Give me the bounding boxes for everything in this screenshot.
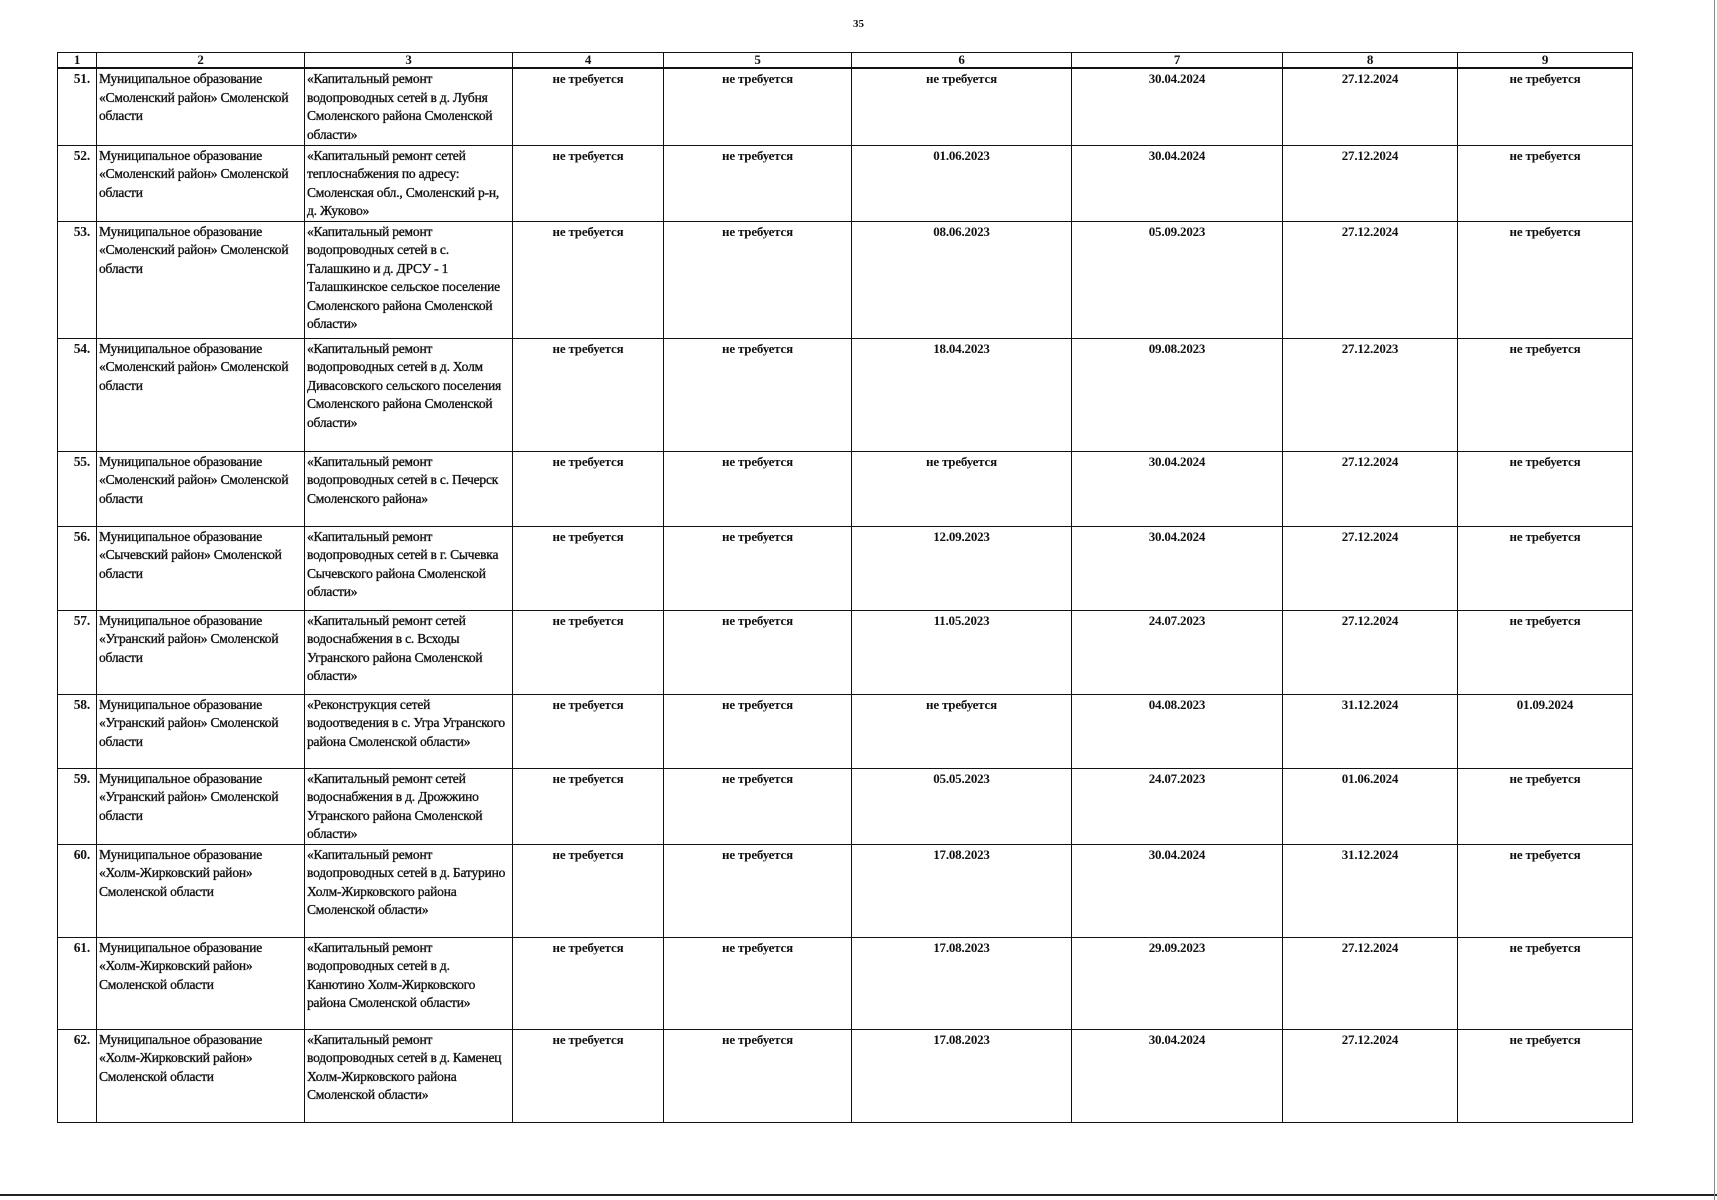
col4-cell: не требуется (513, 221, 664, 338)
col7-cell: 30.04.2024 (1072, 1029, 1283, 1122)
object-cell: «Капитальный ремонт сетей теплоснабжения по адресу: Смоленская обл., Смоленский р-н, д. Жуково» (305, 145, 513, 221)
table-row (58, 68, 1633, 145)
municipality-cell: Муниципальное образование «Холм-Жирковский район» Смоленской области (97, 1029, 305, 1122)
col5-cell: не требуется (664, 145, 852, 221)
col8-cell: 27.12.2024 (1283, 526, 1458, 610)
object-cell: «Капитальный ремонт водопроводных сетей в д. Холм Дивасовского сельского поселения Смоленского района Смоленской области» (305, 338, 513, 451)
row-number: 57. (58, 610, 97, 694)
col7-cell: 04.08.2023 (1072, 694, 1283, 768)
object-cell: «Капитальный ремонт водопроводных сетей в с. Талашкино и д. ДРСУ - 1 Талашкинское сельское поселение Смоленского района Смоленской области» (305, 221, 513, 338)
col6-cell: не требуется (852, 451, 1072, 526)
municipality-cell: Муниципальное образование «Угранский район» Смоленской области (97, 610, 305, 694)
row-number: 53. (58, 221, 97, 338)
row-number: 58. (58, 694, 97, 768)
municipality-cell: Муниципальное образование «Холм-Жирковский район» Смоленской области (97, 937, 305, 1029)
col6-cell: 17.08.2023 (852, 844, 1072, 937)
municipality-cell: Муниципальное образование «Сычевский район» Смоленской области (97, 526, 305, 610)
column-header: 9 (1458, 53, 1633, 69)
col9-cell: не требуется (1458, 937, 1633, 1029)
col7-cell: 30.04.2024 (1072, 451, 1283, 526)
col6-cell: 01.06.2023 (852, 145, 1072, 221)
col5-cell: не требуется (664, 338, 852, 451)
col5-cell: не требуется (664, 694, 852, 768)
col8-cell: 27.12.2024 (1283, 145, 1458, 221)
object-cell: «Капитальный ремонт водопроводных сетей в д. Каменец Холм-Жирковского района Смоленской области» (305, 1029, 513, 1122)
col9-cell: 01.09.2024 (1458, 694, 1633, 768)
col9-cell: не требуется (1458, 526, 1633, 610)
municipality-cell: Муниципальное образование «Смоленский район» Смоленской области (97, 221, 305, 338)
table-row (58, 844, 1633, 937)
object-cell: «Капитальный ремонт сетей водоснабжения в д. Дрожжино Угранского района Смоленской области» (305, 768, 513, 844)
col9-cell: не требуется (1458, 610, 1633, 694)
page-number: 35 (853, 18, 864, 30)
table-row (58, 451, 1633, 526)
table-row (58, 768, 1633, 844)
column-header: 1 (58, 53, 97, 69)
table-row (58, 221, 1633, 338)
municipality-cell: Муниципальное образование «Смоленский район» Смоленской области (97, 338, 305, 451)
municipality-cell: Муниципальное образование «Смоленский район» Смоленской области (97, 68, 305, 145)
col4-cell: не требуется (513, 145, 664, 221)
col6-cell: 12.09.2023 (852, 526, 1072, 610)
row-number: 62. (58, 1029, 97, 1122)
col5-cell: не требуется (664, 844, 852, 937)
scan-right-edge (1714, 0, 1715, 1200)
col7-cell: 30.04.2024 (1072, 844, 1283, 937)
municipality-cell: Муниципальное образование «Угранский район» Смоленской области (97, 768, 305, 844)
col8-cell: 27.12.2024 (1283, 451, 1458, 526)
col7-cell: 30.04.2024 (1072, 145, 1283, 221)
col8-cell: 01.06.2024 (1283, 768, 1458, 844)
row-number: 55. (58, 451, 97, 526)
table-row (58, 937, 1633, 1029)
col5-cell: не требуется (664, 768, 852, 844)
col7-cell: 24.07.2023 (1072, 610, 1283, 694)
col6-cell: не требуется (852, 68, 1072, 145)
row-number: 60. (58, 844, 97, 937)
municipality-cell: Муниципальное образование «Смоленский район» Смоленской области (97, 451, 305, 526)
column-header: 5 (664, 53, 852, 69)
table-row (58, 694, 1633, 768)
col9-cell: не требуется (1458, 768, 1633, 844)
table-row (58, 338, 1633, 451)
column-header: 4 (513, 53, 664, 69)
col9-cell: не требуется (1458, 68, 1633, 145)
col8-cell: 27.12.2023 (1283, 338, 1458, 451)
col9-cell: не требуется (1458, 844, 1633, 937)
table-row (58, 526, 1633, 610)
col8-cell: 27.12.2024 (1283, 1029, 1458, 1122)
col8-cell: 27.12.2024 (1283, 221, 1458, 338)
col6-cell: 08.06.2023 (852, 221, 1072, 338)
object-cell: «Капитальный ремонт водопроводных сетей в д. Лубня Смоленского района Смоленской области» (305, 68, 513, 145)
table-row (58, 610, 1633, 694)
header-row (58, 53, 1633, 69)
row-number: 52. (58, 145, 97, 221)
col4-cell: не требуется (513, 768, 664, 844)
col5-cell: не требуется (664, 937, 852, 1029)
col8-cell: 27.12.2024 (1283, 937, 1458, 1029)
scan-bottom-rule (0, 1194, 1717, 1196)
col6-cell: 18.04.2023 (852, 338, 1072, 451)
col6-cell: 05.05.2023 (852, 768, 1072, 844)
col5-cell: не требуется (664, 526, 852, 610)
col6-cell: 17.08.2023 (852, 937, 1072, 1029)
col4-cell: не требуется (513, 610, 664, 694)
row-number: 56. (58, 526, 97, 610)
col8-cell: 27.12.2024 (1283, 68, 1458, 145)
col4-cell: не требуется (513, 694, 664, 768)
col7-cell: 24.07.2023 (1072, 768, 1283, 844)
col8-cell: 27.12.2024 (1283, 610, 1458, 694)
col4-cell: не требуется (513, 451, 664, 526)
data-table (57, 52, 1633, 1123)
col8-cell: 31.12.2024 (1283, 694, 1458, 768)
col7-cell: 30.04.2024 (1072, 526, 1283, 610)
col7-cell: 29.09.2023 (1072, 937, 1283, 1029)
row-number: 51. (58, 68, 97, 145)
col5-cell: не требуется (664, 1029, 852, 1122)
col4-cell: не требуется (513, 937, 664, 1029)
col4-cell: не требуется (513, 844, 664, 937)
col7-cell: 09.08.2023 (1072, 338, 1283, 451)
municipality-cell: Муниципальное образование «Холм-Жирковский район» Смоленской области (97, 844, 305, 937)
col5-cell: не требуется (664, 610, 852, 694)
col9-cell: не требуется (1458, 145, 1633, 221)
col4-cell: не требуется (513, 526, 664, 610)
col5-cell: не требуется (664, 68, 852, 145)
col9-cell: не требуется (1458, 1029, 1633, 1122)
col9-cell: не требуется (1458, 451, 1633, 526)
column-header: 3 (305, 53, 513, 69)
column-header: 8 (1283, 53, 1458, 69)
object-cell: «Капитальный ремонт водопроводных сетей в г. Сычевка Сычевского района Смоленской области» (305, 526, 513, 610)
table-row (58, 145, 1633, 221)
column-header: 6 (852, 53, 1072, 69)
object-cell: «Капитальный ремонт водопроводных сетей в с. Печерск Смоленского района» (305, 451, 513, 526)
col8-cell: 31.12.2024 (1283, 844, 1458, 937)
row-number: 59. (58, 768, 97, 844)
municipality-cell: Муниципальное образование «Смоленский район» Смоленской области (97, 145, 305, 221)
column-header: 2 (97, 53, 305, 69)
object-cell: «Реконструкция сетей водоотведения в с. Угра Угранского района Смоленской области» (305, 694, 513, 768)
table-row (58, 1029, 1633, 1122)
row-number: 54. (58, 338, 97, 451)
col6-cell: 17.08.2023 (852, 1029, 1072, 1122)
col9-cell: не требуется (1458, 221, 1633, 338)
row-number: 61. (58, 937, 97, 1029)
col9-cell: не требуется (1458, 338, 1633, 451)
col4-cell: не требуется (513, 338, 664, 451)
object-cell: «Капитальный ремонт сетей водоснабжения в с. Всходы Угранского района Смоленской области» (305, 610, 513, 694)
col4-cell: не требуется (513, 68, 664, 145)
col5-cell: не требуется (664, 451, 852, 526)
column-header: 7 (1072, 53, 1283, 69)
col5-cell: не требуется (664, 221, 852, 338)
col4-cell: не требуется (513, 1029, 664, 1122)
col6-cell: не требуется (852, 694, 1072, 768)
col6-cell: 11.05.2023 (852, 610, 1072, 694)
municipality-cell: Муниципальное образование «Угранский район» Смоленской области (97, 694, 305, 768)
col7-cell: 30.04.2024 (1072, 68, 1283, 145)
col7-cell: 05.09.2023 (1072, 221, 1283, 338)
object-cell: «Капитальный ремонт водопроводных сетей в д. Канютино Холм-Жирковского района Смоленской области» (305, 937, 513, 1029)
object-cell: «Капитальный ремонт водопроводных сетей в д. Батурино Холм-Жирковского района Смоленской области» (305, 844, 513, 937)
